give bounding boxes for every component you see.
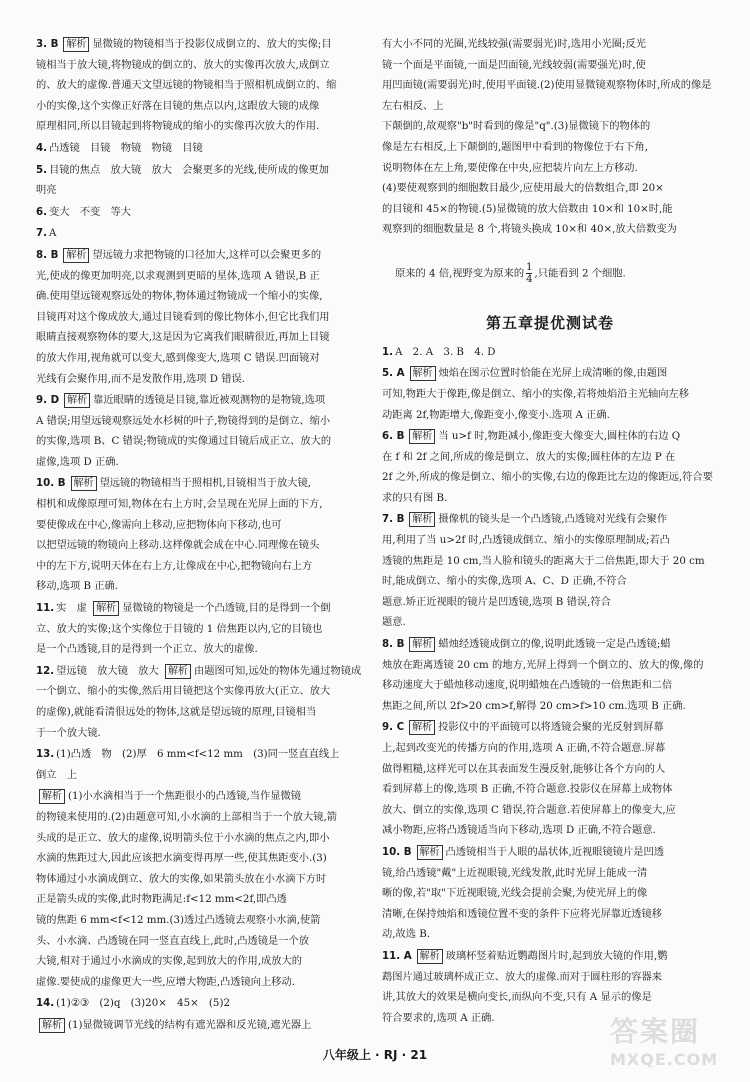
question-number: 8. B [382, 638, 405, 651]
line-text: 可知,物距大于像距,像是倒立、缩小的实像,若将烛焰沿主光轴向左移 [382, 387, 690, 400]
question-number: 9. D [36, 394, 60, 407]
line-text: A 错误;用望远镜观察远处水杉树的叶子,物镜得到的是倒立、缩小 [36, 414, 331, 427]
analysis-tag: 解析 [417, 949, 443, 964]
answer-item [382, 717, 718, 841]
analysis-tag: 解析 [410, 366, 436, 381]
line-text: 凸透镜相当于人眼的晶状体,近视眼镜镜片是凹透 [445, 845, 665, 858]
line-text: 透镜的焦距是 10 cm,当人脸和镜头的距离大于二倍焦距,即大于 20 cm 时,能成倒立、缩小的实像,选项 A、C、D 正确,不符合 [382, 554, 708, 588]
answer-line [382, 863, 718, 884]
line-text: 晰的像,若"取"下近视眼镜,光线会提前会聚,为使光屏上的像 [382, 887, 648, 900]
answer-item [382, 509, 718, 633]
answer-line [36, 828, 382, 849]
answer-line [36, 515, 382, 536]
answer-line [36, 307, 382, 328]
line-text: 大镜,相对于通过小水滴成的实像,起到放大的作用,成放大的 [36, 955, 303, 968]
answer-line [36, 390, 382, 411]
line-text: A 2. A 3. B 4. D [395, 345, 496, 358]
line-text: 看到屏幕上的像,选项 B 正确,不符合题意.投影仪在屏幕上成物体 [382, 783, 673, 796]
answer-line [36, 869, 382, 890]
line-text: 显微镜的物镜是一个凸透镜,目的是得到一个倒 [122, 602, 331, 615]
line-text: 望远镜的物镜相当于照相机,目镜相当于放大镜, [99, 477, 312, 490]
line-text: 明亮 [36, 184, 57, 197]
answer-line [36, 180, 382, 201]
line-text: 投影仪中的平面镜可以将透镜会聚的光反射到屏幕 [438, 721, 664, 734]
answer-line [36, 202, 382, 223]
answer-line [36, 369, 382, 390]
answer-line [36, 639, 382, 660]
answer-line [382, 592, 718, 613]
question-number: 13. [36, 748, 55, 761]
answer-line [36, 619, 382, 640]
answer-line [36, 661, 382, 682]
line-text: 以把望远镜的物镜向上移动.这样像就会成在中心.同理像在镜头 [36, 539, 320, 552]
line-text: 显微镜的物镜相当于投影仪成倒立的、放大的实像;目 [92, 38, 332, 50]
line-text: 玻璃杯竖着贴近鹦鹉图片时,起到放大镜的作用,鹦 [445, 949, 668, 962]
line-text: 移动,选项 B 正确. [36, 580, 119, 593]
fraction-before: 原来的 4 倍,视野变为原来的 [395, 267, 525, 280]
answer-line [36, 972, 382, 993]
line-text: 的、放大的虚像.普通天文望远镜的物镜相当于照相机成倒立的、缩 [36, 79, 337, 92]
answer-item [382, 842, 718, 945]
answer-line [36, 473, 382, 494]
line-text: 立、放大的实像;这个实像位于目镜的 1 倍焦距以内,它的目镜也 [36, 622, 323, 635]
answer-line [36, 556, 382, 577]
answer-text: 望远镜 放大镜 放大 [56, 664, 162, 677]
answer-line [382, 987, 718, 1008]
answer-line [382, 842, 718, 863]
answer-line [36, 55, 382, 76]
line-text: 要使像成在中心,像需向上移动,应把物体向下移动,也可 [36, 518, 282, 531]
answer-item [36, 786, 382, 992]
answer-line [36, 1015, 382, 1036]
answer-line [382, 447, 718, 468]
question-number: 7. [36, 227, 48, 240]
line-text: 清晰,在保持烛焰和透镜位置不变的条件下应将光屏靠近透镜移 [382, 907, 663, 920]
line-text: 光,使成的像更加明亮,以求观测到更暗的星体,选项 A 错误,B 正 [36, 269, 320, 282]
answer-line [382, 634, 718, 655]
answer-line [36, 431, 382, 452]
analysis-tag: 解析 [64, 393, 90, 408]
line-text: 移动速度大于蜡烛移动速度,说明蜡烛在凸透镜的一倍焦距和二倍 [382, 679, 673, 692]
answer-line [382, 55, 718, 76]
question-number: 8. B [36, 248, 59, 261]
line-text: 虚像,选项 D 正确. [36, 455, 119, 468]
answer-line [382, 820, 718, 841]
analysis-tag: 解析 [409, 512, 435, 527]
answer-line [36, 681, 382, 702]
answer-line [382, 717, 718, 738]
line-text: 蜡烛经透镜成倒立的像,说明此透镜一定是凸透镜;蜡 [438, 638, 671, 651]
question-number: 5. A [382, 367, 405, 380]
question-number: 1. [382, 345, 394, 358]
answer-line [36, 348, 382, 369]
analysis-tag: 解析 [39, 789, 65, 804]
line-text: 原理相同,所以目镜起到将物镜成的缩小的实像再次放大的作用. [36, 120, 320, 133]
answer-item [36, 390, 382, 472]
line-text: (1)凸透 物 (2)厚 6 mm<f<12 mm (3)同一竖直直线上 [56, 748, 340, 761]
answer-line [382, 158, 718, 179]
line-text: 动距离 2f,物距增大,像距变小,像变小.选项 A 正确. [382, 408, 610, 421]
answer-line [36, 786, 382, 807]
answer-line [382, 509, 718, 530]
line-text: 烛放在距离透镜 20 cm 的地方,光屏上得到一个倒立的、放大的像,像的 [382, 658, 704, 671]
answer-line [36, 889, 382, 910]
line-text: 镜的焦距 6 mm<f<12 mm.(3)透过凸透镜去观察小水滴,使箭 [36, 913, 321, 926]
answer-line [36, 245, 382, 266]
line-text: 有大小不同的光圈,光线较强(需要弱光)时,选用小光圈;反光 [382, 38, 646, 50]
answer-line [382, 612, 718, 633]
question-number: 6. [36, 205, 48, 218]
analysis-tag: 解析 [63, 37, 89, 52]
answer-line [382, 116, 718, 137]
answer-line [382, 883, 718, 904]
left-column [36, 34, 382, 1037]
answer-item [36, 245, 382, 389]
line-text: 放大、倒立的实像,选项 C 错误,符合题意.若使屏幕上的像变大,应 [382, 803, 676, 816]
line-text: 上,起到改变光的传播方向的作用,选项 A 正确,不符合题意.屏幕 [382, 742, 666, 754]
answer-item [36, 1015, 382, 1036]
answer-line [382, 137, 718, 158]
answer-line [36, 452, 382, 473]
analysis-tag: 解析 [409, 429, 435, 444]
answer-line [382, 551, 718, 592]
analysis-tag: 解析 [165, 664, 191, 679]
right-column [382, 34, 718, 1029]
line-text: 靠近眼睛的透镜是目镜,靠近被观测物的是物镜,选项 [93, 394, 326, 407]
answer-line [36, 951, 382, 972]
question-number: 10. B [36, 477, 66, 490]
answer-line [36, 116, 382, 137]
line-text: 的实像,选项 B、C 错误;物镜成的实像通过目镜后成正立、放大的 [36, 435, 332, 448]
answer-item [382, 634, 718, 716]
line-text: A [49, 227, 57, 240]
line-text: 像是左右相反,上下颠倒的,题图甲中看到的物像位于右下角, [382, 140, 649, 153]
line-text: (1)小水滴相当于一个焦距很小的凸透镜,当作显微镜 [68, 790, 302, 803]
answer-line [36, 993, 382, 1014]
line-text: 一个倒立、缩小的实像,然后用目镜把这个实像再放大(正立、放大 [36, 685, 331, 698]
answer-line [36, 576, 382, 597]
section-title: 第五章提优测试卷 [485, 314, 614, 333]
line-text: 光线有会聚作用,而不是发散作用,选项 D 错误. [36, 372, 246, 385]
analysis-tag: 解析 [409, 720, 435, 735]
answer-item [36, 993, 382, 1014]
answer-line [36, 723, 382, 744]
line-text: 变大 不变 等大 [49, 205, 132, 218]
line-text: 头、小水滴、凸透镜在同一竖直直线上,此时,凸透镜是一个放 [36, 934, 310, 947]
answer-item [382, 426, 718, 508]
analysis-tag: 解析 [93, 601, 119, 616]
answer-item [36, 473, 382, 597]
fraction-numerator: 1 [526, 261, 533, 273]
right-column-continuation [382, 34, 718, 240]
line-text: 的放大作用,视角就可以变大,感到像变大,选项 C 错误.凹面镜对 [36, 351, 320, 364]
answer-line [36, 848, 382, 869]
line-text: 的物镜来使用的.(2)由题意可知,小水滴的上部相当于一个放大镜,箭 [36, 810, 338, 823]
answer-line [36, 327, 382, 348]
answer-line [36, 494, 382, 515]
line-text: 减小物距,应将凸透镜适当向下移动,选项 D 正确,不符合题意. [382, 824, 656, 837]
line-text: (1)显微镜调节光线的结构有遮光器和反光镜,遮光器上 [68, 1018, 312, 1031]
question-number: 12. [36, 664, 55, 677]
answer-line [36, 286, 382, 307]
line-text: 虚像.要使成的虚像更大一些,应增大物距,凸透镜向上移动. [36, 975, 296, 988]
answer-line [36, 535, 382, 556]
line-text: 倒立 上 [36, 768, 78, 781]
answer-line [382, 924, 718, 945]
line-text: 观察到的细胞数量是 8 个,将镜头换成 10×和 40×,放大倍数变为 [382, 223, 677, 236]
answer-line [36, 598, 382, 619]
answer-line [36, 744, 382, 765]
answer-line [382, 530, 718, 551]
fraction-denominator: 4 [526, 273, 533, 285]
answer-line [36, 411, 382, 432]
answer-line [36, 75, 382, 96]
question-number: 3. B [36, 38, 59, 50]
answer-line [382, 904, 718, 925]
line-text: 目镜的焦点 放大镜 放大 会聚更多的光线,使所成的像更加 [49, 163, 330, 176]
answer-line [382, 75, 718, 116]
analysis-tag: 解析 [39, 1018, 65, 1033]
watermark-logo: 答案圈 MXQE.COM [610, 1015, 719, 1069]
answer-text: 实 虚 [56, 602, 91, 615]
analysis-tag: 解析 [409, 637, 435, 652]
line-text: 镜相当于放大镜,将物镜成的倒立的、放大的实像再次放大,成倒立 [36, 58, 330, 71]
line-text: 在 f 和 2f 之间,所成的像是倒立、放大的实像;圆柱体的左边 P 在 [382, 450, 676, 463]
right-column-answers [382, 342, 718, 1029]
line-text: 镜一个面是平面镜,一面是凹面镜,光线较弱(需要强光)时,使 [382, 58, 646, 71]
answer-line [36, 702, 382, 723]
line-text: (4)要使观察到的细胞数目最少,应使用最大的倍数组合,即 20× [382, 182, 664, 195]
line-text: 目镜再对这个像成放大,通过目镜看到的像比物体小,但它比我们用 [36, 310, 330, 323]
answer-line [36, 765, 382, 786]
line-text: 的目镜和 45×的物镜.(5)显微镜的放大倍数由 10×和 10×时,能 [382, 202, 673, 215]
answer-line [382, 675, 718, 696]
question-number: 10. B [382, 845, 412, 858]
line-text: 鹉图片通过玻璃杯成正立、放大的虚像.而对于圆柱形的容器来 [382, 970, 663, 983]
line-text: 正是箭头成的实像,此时物距满足:f<12 mm<2f,即凸透 [36, 893, 287, 906]
line-text: 当 u>f 时,物距减小,像距变大像变大,圆柱体的右边 Q [438, 430, 681, 443]
line-text: 镜,给凸透镜"戴"上近视眼镜,光线发散,此时光屏上能成一清 [382, 866, 648, 879]
answer-line [36, 223, 382, 244]
answer-line [382, 342, 718, 363]
answer-item [36, 598, 382, 660]
answer-item [36, 661, 382, 743]
line-text: 是一个凸透镜,目的是得到一个正立、放大的虚像. [36, 643, 258, 656]
answer-line [382, 363, 718, 384]
answer-line [36, 96, 382, 117]
question-number: 6. B [382, 430, 405, 443]
answer-line [36, 266, 382, 287]
answer-line [382, 426, 718, 447]
line-text: 焦距之间,所以 2f>20 cm>f,解得 20 cm>f>10 cm.选项 B 正确. [382, 699, 686, 712]
question-number: 9. C [382, 721, 405, 734]
analysis-tag: 解析 [63, 248, 89, 263]
line-text: (1)②③ (2)q (3)20× 45× (5)2 [56, 997, 230, 1010]
answer-line [36, 34, 382, 55]
line-text: 的虚像),就能看清很远处的物体,这就是望远镜的原理,目镜相当 [36, 706, 317, 718]
line-text: 确.使用望远镜观察远处的物体,物体通过物镜成一个缩小的实像, [36, 290, 323, 303]
answer-line [36, 807, 382, 828]
fraction [526, 262, 532, 285]
answer-item [382, 342, 718, 363]
line-text: 物体通过小水滴成倒立、放大的实像,如果箭头放在小水滴下方时 [36, 872, 327, 885]
answer-line [36, 160, 382, 181]
line-text: 用,利用了当 u>2f 时,凸透镜成倒立、缩小的实像原理制成;若凸 [382, 534, 670, 547]
line-text: 水滴的焦距过大,因此应该把水滴变得再厚一些,使其焦距变小.(3) [36, 852, 327, 865]
line-text: 做得粗糙,这样光可以在其表面发生漫反射,能够让各个方向的人 [382, 762, 666, 775]
answer-line [382, 178, 718, 199]
question-number: 11. A [382, 949, 412, 962]
line-text: 烛焰在图示位置时恰能在光屏上成清晰的像,由题图 [438, 367, 668, 380]
line-text: 头成的是正立、放大的虚像,说明箭头位于小水滴的焦点之内,即小 [36, 831, 330, 844]
answer-line [382, 384, 718, 405]
line-text: 用凹面镜(需要弱光)时,使用平面镜.(2)使用显微镜观察物体时,所成的像是左右相反、上 [382, 79, 712, 112]
line-text: 符合要求的,选项 A 正确. [382, 1011, 495, 1024]
question-number: 5. [36, 163, 48, 176]
analysis-tag: 解析 [417, 845, 443, 860]
answer-item [382, 34, 718, 240]
answer-item [36, 744, 382, 785]
answer-line [382, 759, 718, 780]
answer-line [382, 219, 718, 240]
line-text: 相机和成像原理可知,物体在右上方时,会呈现在光屏上面的下方, [36, 498, 323, 511]
answer-line [382, 738, 718, 759]
answer-line [382, 967, 718, 988]
line-text: 动,故选 B. [382, 928, 431, 941]
analysis-tag: 解析 [71, 476, 97, 491]
answer-item [382, 363, 718, 425]
question-number: 11. [36, 602, 55, 615]
fraction-line [382, 241, 718, 305]
line-text: 中的左下方,说明天体在右上方,让像成在中心,把物镜向右上方 [36, 559, 313, 572]
answer-line [36, 910, 382, 931]
answer-item [36, 34, 382, 137]
line-text: 下颠倒的,故观察"b"时看到的像是"q".(3)显微镜下的物体的 [382, 120, 651, 133]
answer-line [382, 405, 718, 426]
answer-item [36, 160, 382, 201]
question-number: 7. B [382, 513, 405, 526]
answer-item [36, 223, 382, 244]
line-text: 题意. [382, 616, 406, 629]
answer-line [382, 946, 718, 967]
line-text: 凸透镜 目镜 物镜 物镜 目镜 [49, 141, 203, 154]
answer-line [382, 467, 718, 488]
answer-item [36, 202, 382, 223]
line-text: 于一个放大镜. [36, 726, 101, 739]
answer-line [382, 34, 718, 55]
line-text: 讲,其放大的效果是横向变长,而纵向不变,只有 A 显示的像是 [382, 991, 652, 1004]
answer-line [382, 488, 718, 509]
answer-line [382, 199, 718, 220]
line-text: 求的只有图 B. [382, 491, 448, 504]
answer-item [36, 138, 382, 159]
answer-line [382, 696, 718, 717]
line-text: 小的实像,这个实像正好落在目镜的焦点以内,这跟放大镜的成像 [36, 99, 320, 112]
answer-line [382, 800, 718, 821]
page-footer: 八年级上 · RJ · 21 [322, 1048, 428, 1062]
line-text: 望远镜力求把物镜的口径加大,这样可以会聚更多的 [92, 248, 322, 261]
answer-line [36, 138, 382, 159]
fraction-after: ,只能看到 2 个细胞. [534, 267, 626, 280]
question-number: 14. [36, 997, 55, 1010]
line-text: 题意.矫正近视眼的镜片是凹透镜,选项 B 错误,符合 [382, 595, 611, 608]
line-text: 2f 之外,所成的像是倒立、缩小的实像,右边的像距比左边的像距远,符合要 [382, 471, 713, 484]
answer-line [36, 931, 382, 952]
line-text: 由题图可知,远处的物体先通过物镜成 [193, 664, 362, 677]
line-text: 眼睛直接观察物体的要大,这是因为它离我们眼睛很近,再加上目镜 [36, 331, 330, 344]
answer-line [382, 779, 718, 800]
question-number: 4. [36, 141, 48, 154]
answer-line [382, 655, 718, 676]
line-text: 说明物体在左上角,要使像在中央,应把装片向左上方移动. [382, 161, 638, 174]
line-text: 摄像机的镜头是一个凸透镜,凸透镜对光线有会聚作 [438, 513, 668, 526]
